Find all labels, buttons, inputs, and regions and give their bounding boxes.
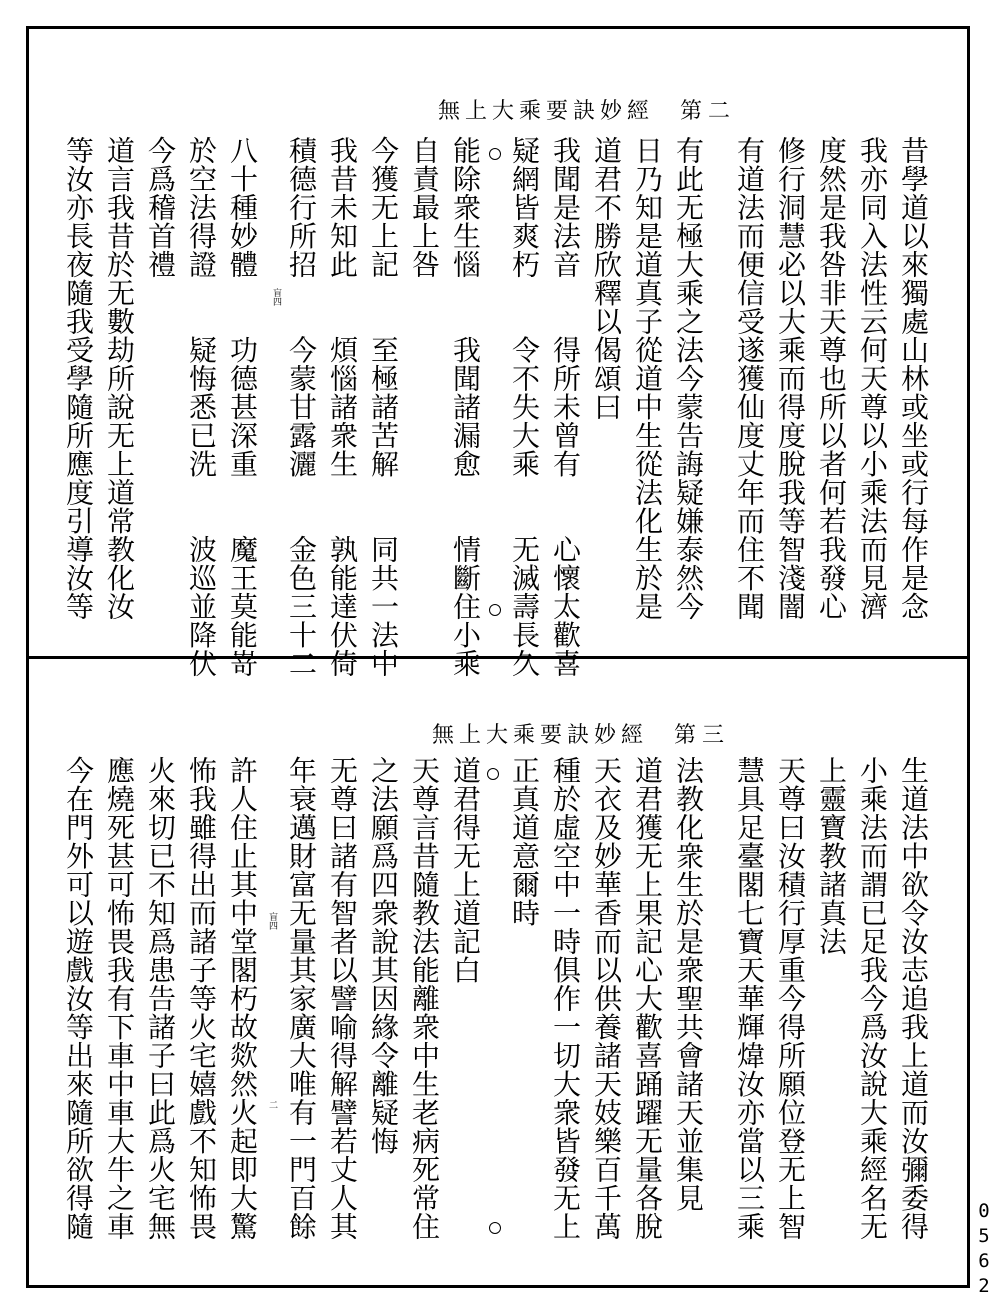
text-column: 上靈寶教諸真法: [815, 756, 848, 956]
text-column: 无尊曰諸有智者以譬喻得解譬若丈人其: [326, 756, 359, 1241]
text-column: 等汝亦長夜隨我受學隨所應度引導汝等: [62, 136, 95, 621]
text-column: 我亦同入法性云何天尊以小乘法而見濟: [856, 136, 889, 621]
text-column: 昔學道以來獨處山林或坐或行每作是念: [897, 136, 930, 621]
text-column: 火來切已不知爲患告諸子曰此爲火宅無: [144, 756, 177, 1241]
punctuation-circle: [489, 1222, 501, 1234]
top-page-number: 第二: [680, 99, 737, 124]
top-page-header: [438, 94, 736, 125]
sheet-number: 0562: [973, 1200, 995, 1300]
text-column: 我聞是法音 得所未曾有 心懷太歡喜: [549, 136, 582, 678]
text-column: 正真道意爾時: [508, 756, 541, 927]
text-column: 疑網皆爽朽 令不失大乘 无滅壽長久: [508, 136, 541, 678]
punctuation-circle: [487, 768, 499, 780]
text-column: 道君得无上道記白: [449, 756, 482, 984]
bottom-page-number: 第三: [674, 723, 731, 748]
bottom-page-title: 無上大乘要訣妙經: [432, 723, 649, 748]
text-column: 有道法而便信受遂獲仙度丈年而住不聞: [733, 136, 766, 621]
text-column: 道言我昔於无數劫所說无上道常教化汝: [103, 136, 136, 621]
text-column: 今爲稽首禮: [144, 136, 177, 279]
text-column: 之法願爲四衆說其因緣令離疑悔: [367, 756, 400, 1155]
text-column: 法教化衆生於是衆聖共會諸天並集見: [672, 756, 705, 1212]
text-column: 修行洞慧必以大乘而得度脫我等智淺闇: [774, 136, 807, 621]
text-column: 許人住止其中堂閣朽故欻然火起即大驚: [226, 756, 259, 1241]
text-column: 有此无極大乘之法今蒙告誨疑嫌泰然今: [672, 136, 705, 621]
text-column: 自責最上咎: [408, 136, 441, 279]
text-column: 種於虛空中一時俱作一切大衆皆發无上: [549, 756, 582, 1241]
text-column: 積德行所招 今蒙甘露灑 金色三十二: [285, 136, 318, 678]
margin-mark: 盲四: [271, 288, 281, 306]
text-column: 小乘法而謂已足我今爲汝說大乘經名无: [856, 756, 889, 1241]
text-column: 怖我雖得出而諸子等火宅嬉戲不知怖畏: [185, 756, 218, 1241]
text-column: 於空法得證 疑悔悉已洗 波巡並降伏: [185, 136, 218, 678]
margin-mark: 二: [267, 1100, 277, 1109]
text-column: 今在門外可以遊戲汝等出來隨所欲得隨: [62, 756, 95, 1241]
text-column: 八十種妙體 功德甚深重 魔王莫能嵜: [226, 136, 259, 678]
text-column: 天尊曰汝積行厚重今得所願位登无上智: [774, 756, 807, 1241]
text-column: 道君不勝欣釋以偈頌曰: [590, 136, 623, 421]
margin-mark: 盲四: [267, 912, 277, 930]
text-column: 生道法中欲令汝志追我上道而汝彌委得: [897, 756, 930, 1241]
bottom-page-header: [432, 718, 730, 749]
text-column: 能除衆生惱 我聞諸漏愈 情斷住小乘: [449, 136, 482, 678]
text-column: 天衣及妙華香而以供養諸天妓樂百千萬: [590, 756, 623, 1241]
top-page-title: 無上大乘要訣妙經: [438, 99, 655, 124]
text-column: 慧具足臺閣七寶天華輝煒汝亦當以三乘: [733, 756, 766, 1241]
text-column: 年衰邁財富无量其家廣大唯有一門百餘: [285, 756, 318, 1241]
text-column: 今獲无上記 至極諸苦解 同共一法中: [367, 136, 400, 678]
text-column: 度然是我咎非天尊也所以者何若我發心: [815, 136, 848, 621]
panel-divider: [26, 656, 970, 659]
text-column: 我昔未知此 煩惱諸衆生 孰能達伏倚: [326, 136, 359, 678]
text-column: 道君獲无上果記心大歡喜踊躍无量各脫: [631, 756, 664, 1241]
text-column: 天尊言昔隨教法能離衆中生老病死常住: [408, 756, 441, 1241]
punctuation-circle: [489, 604, 501, 616]
text-column: 日乃知是道真子從道中生從法化生於是: [631, 136, 664, 621]
punctuation-circle: [489, 148, 501, 160]
text-column: 應燒死甚可怖畏我有下車中車大牛之車: [103, 756, 136, 1241]
